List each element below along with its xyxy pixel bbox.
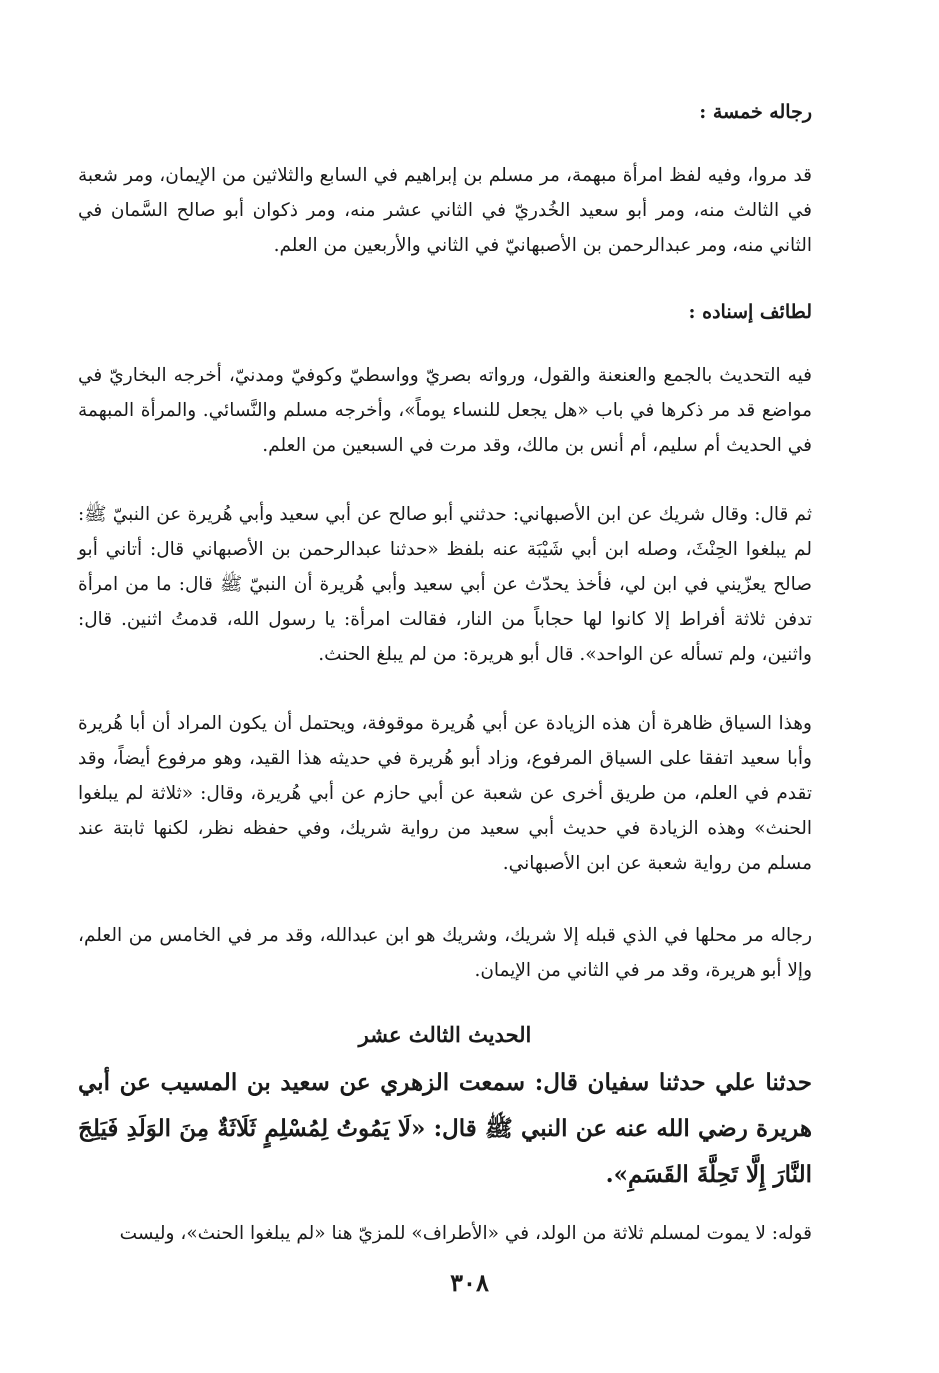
rijal-repeat-paragraph: رجاله مر محلها في الذي قبله إلا شريك، وشريك هو ابن عبدالله، وقد مر في الخامس من العلم، وإلا أبو هريرة، وقد مر في الثاني من الإيمان. <box>78 925 812 981</box>
lataif-heading: لطائف إسناده : <box>688 301 812 323</box>
page-number: ٣٠٨ <box>450 1268 489 1297</box>
hadith-text: حدثنا علي حدثنا سفيان قال: سمعت الزهري عن سعيد بن المسيب عن أبي هريرة رضي الله عنه عن النبي ﷺ قال: «لَا يَمُوتُ لِمُسْلِمٍ ثَلَاثَةٌ مِنَ الوَلَدِ فَيَلِجَ النَّارَ إِلَّا تَحِلَّةَ القَسَمِ». <box>78 1069 812 1188</box>
rijal-paragraph: قد مروا، وفيه لفظ امرأة مبهمة، مر مسلم بن إبراهيم في السابع والثلاثين من الإيمان، ومر شعبة في الثالث منه، ومر أبو سعيد الخُدريّ في الثاني عشر منه، ومر ذكوان أبو صالح السَّمان في الثاني منه، ومر عبدالرحمن بن الأصبهانيّ في الثاني والأربعين من العلم. <box>78 165 812 256</box>
shareek-paragraph: ثم قال: وقال شريك عن ابن الأصبهاني: حدثني أبو صالح عن أبي سعيد وأبي هُريرة عن النبيّ ﷺ: لم يبلغوا الحِنْثَ، وصله ابن أبي شَيْبَة عنه بلفظ «حدثنا عبدالرحمن بن الأصبهاني قال: أتاني أبو صالح يعزّيني في ابن لي، فأخذ يحدّث عن أبي سعيد وأبي هُريرة أن النبيّ ﷺ قال: ما من امرأة تدفن ثلاثة أفراط إلا كانوا لها حجاباً من النار، فقالت امرأة: يا رسول الله، قدمتُ اثنين. قال: واثنين، ولم تسأله عن الواحد». قال أبو هريرة: من لم يبلغ الحنث. <box>78 504 812 665</box>
rijal-heading: رجاله خمسة : <box>699 101 812 123</box>
hadith-title: الحديث الثالث عشر <box>358 1022 532 1047</box>
commentary-line: قوله: لا يموت لمسلم ثلاثة من الولد، في «الأطراف» للمزيّ هنا «لم يبلغوا الحنث»، وليست <box>119 1223 812 1244</box>
lataif-paragraph: فيه التحديث بالجمع والعنعنة والقول، ورواته بصريّ وواسطيّ وكوفيّ ومدنيّ، أخرجه البخاريّ في مواضع قد مر ذكرها في باب «هل يجعل للنساء يوماً»، وأخرجه مسلم والنَّسائي. والمرأة المبهمة في الحديث أم سليم، أم أنس بن مالك، وقد مرت في السبعين من العلم. <box>78 365 812 456</box>
siyaq-paragraph: وهذا السياق ظاهرة أن هذه الزيادة عن أبي هُريرة موقوفة، ويحتمل أن يكون المراد أن أبا هُريرة وأبا سعيد اتفقا على السياق المرفوع، وزاد أبو هُريرة في حديثه هذا القيد، وهو مرفوع أيضاً، وقد تقدم في العلم، من طريق أخرى عن شعبة عن أبي حازم عن أبي هُريرة، وقال: «ثلاثة لم يبلغوا الحنث» وهذه الزيادة في حديث أبي سعيد من رواية شريك، وفي حفظه نظر، لكنها ثابتة عند مسلم من رواية شعبة عن ابن الأصبهاني. <box>78 713 812 874</box>
